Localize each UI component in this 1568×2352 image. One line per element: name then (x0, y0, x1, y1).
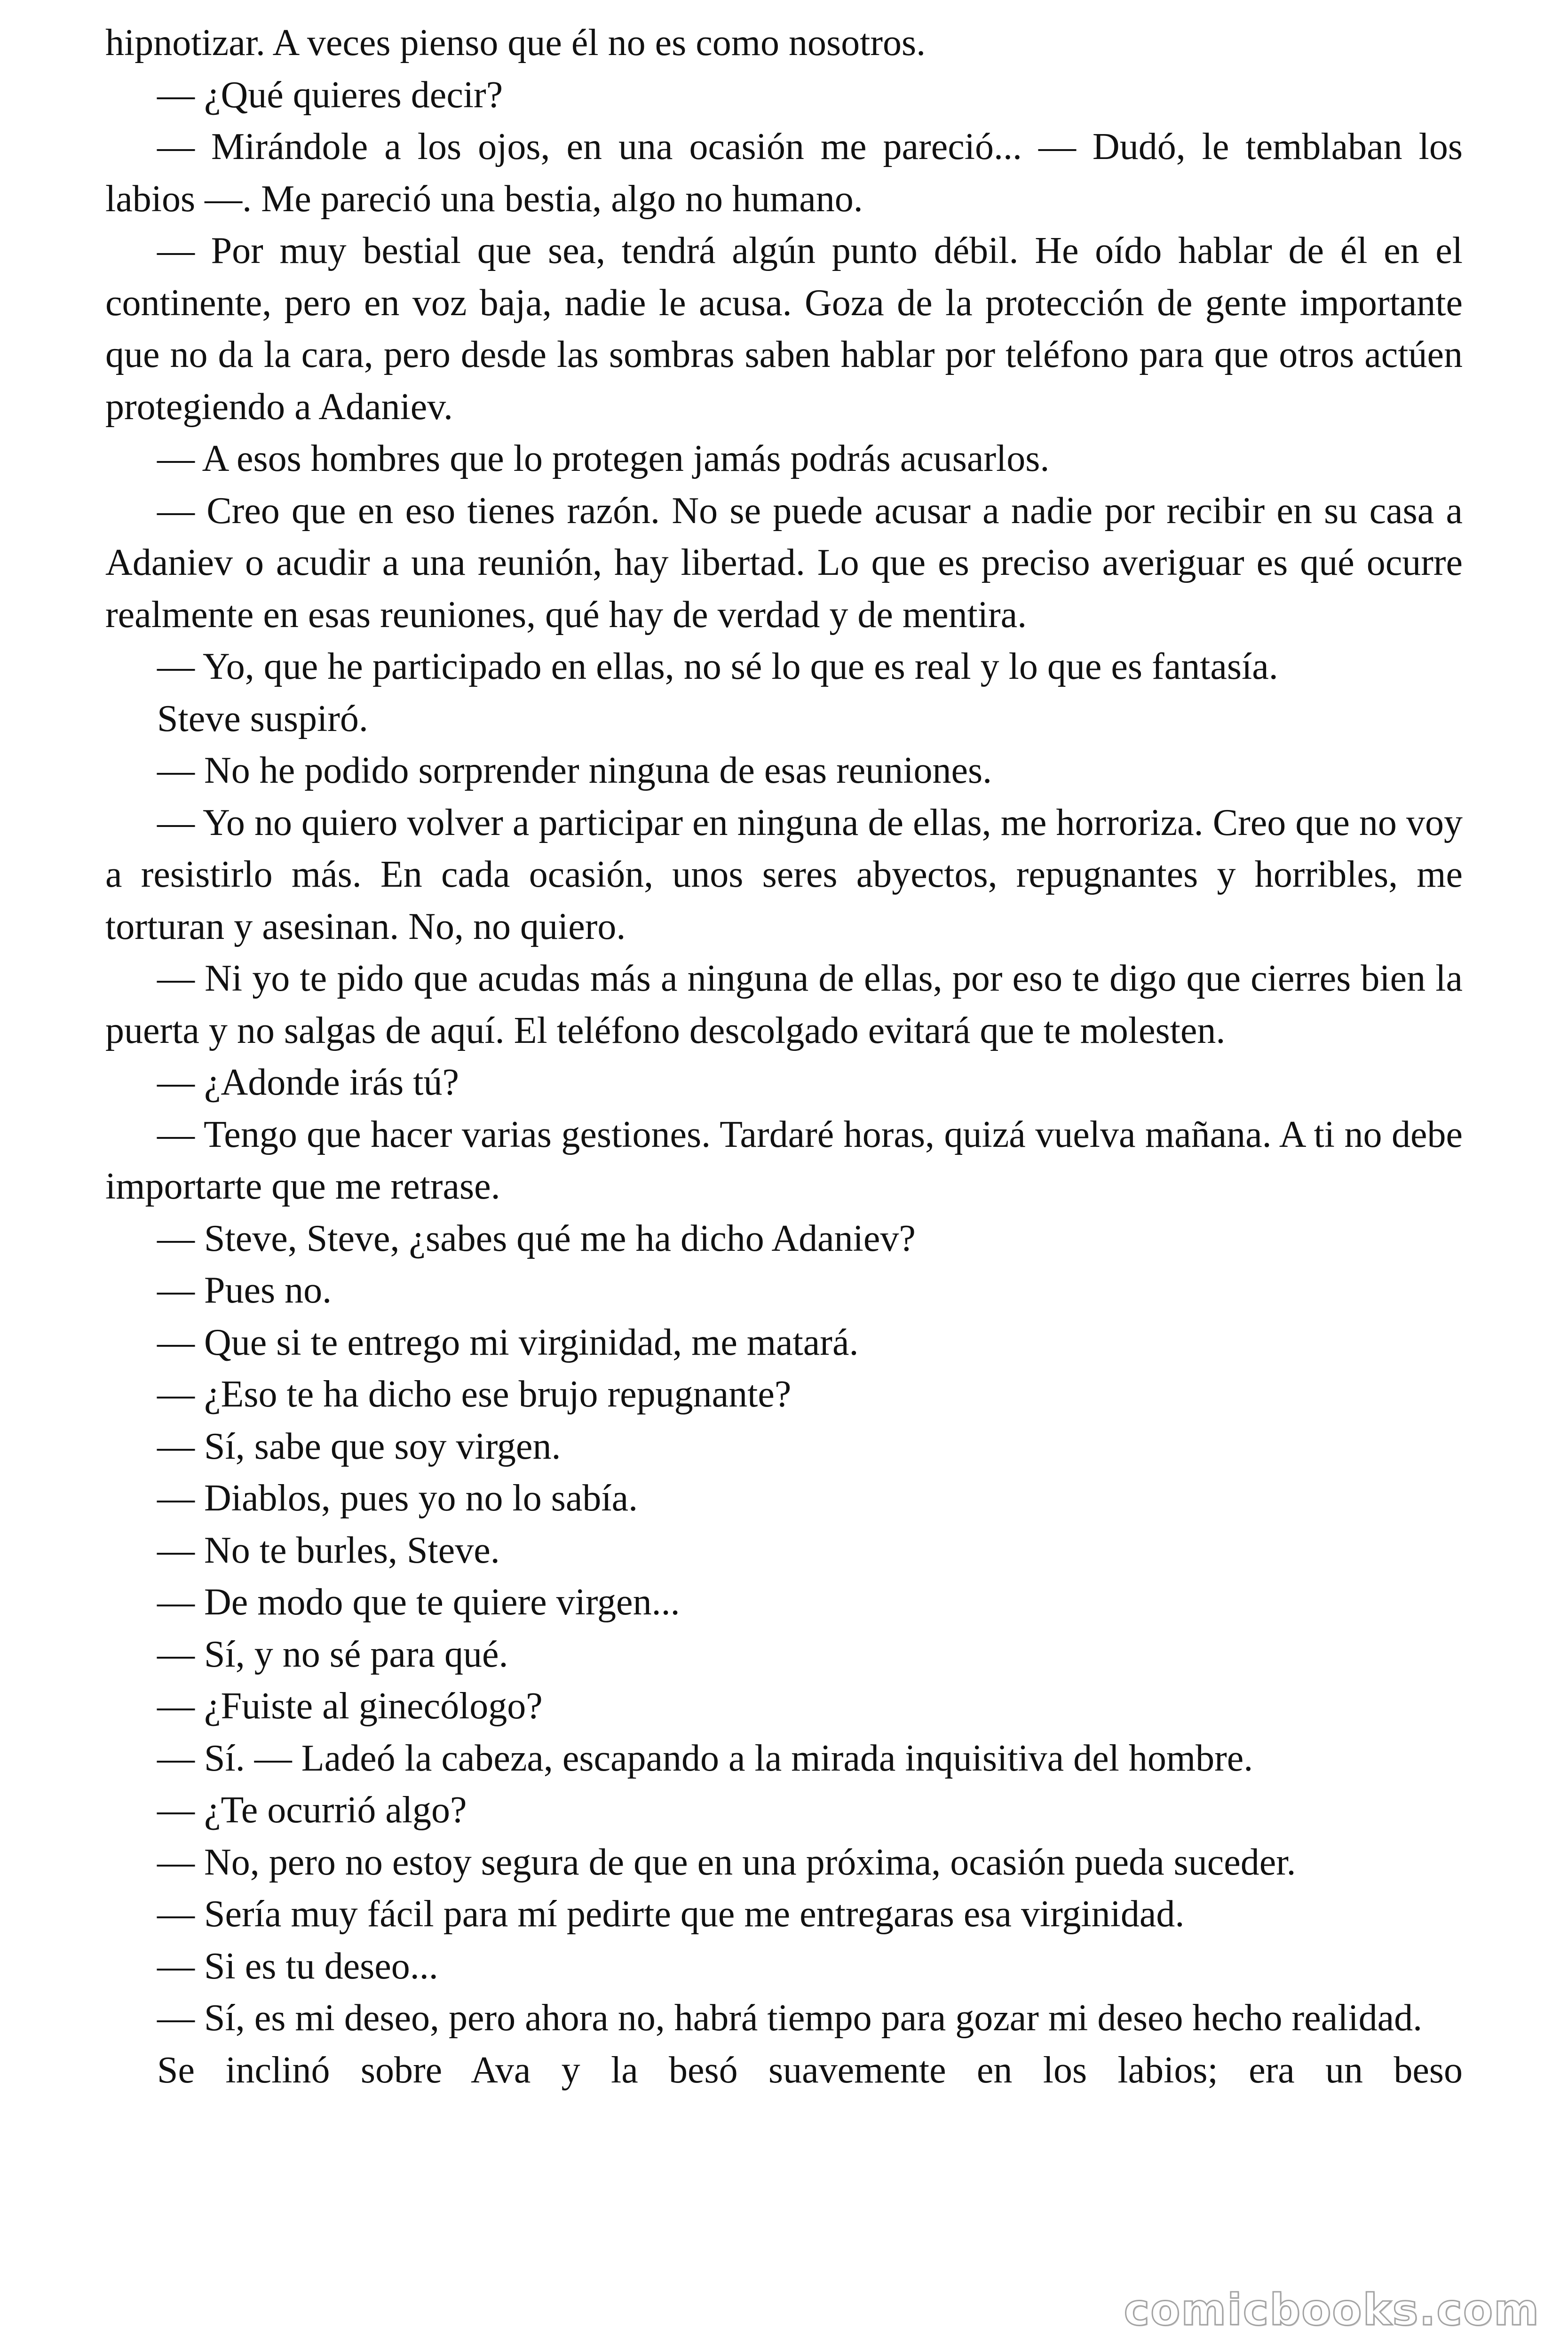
paragraph-10: — Yo no quiero volver a participar en ninguna de ellas, me horroriza. Creo que no voy a resistirlo más. En cada ocasión, unos seres abyectos, repugnantes y horribles, me torturan y asesinan. No, no quiero. (105, 802, 1463, 947)
paragraph-6: — Creo que en eso tienes razón. No se puede acusar a nadie por recibir en su casa a Adaniev o acudir a una reunión, hay libertad. Lo que es preciso averiguar es qué ocurre realmente en esas reuniones, qué hay de verdad y de mentira. (105, 490, 1463, 636)
paragraph-14: — Steve, Steve, ¿sabes qué me ha dicho Adaniev? (157, 1217, 916, 1259)
paragraph-9: — No he podido sorprender ninguna de esas reuniones. (157, 750, 992, 791)
paragraph-8: Steve suspiró. (157, 698, 368, 739)
paragraph-5: — A esos hombres que lo protegen jamás podrás acusarlos. (157, 438, 1050, 479)
paragraph-15: — Pues no. (157, 1270, 332, 1311)
paragraph-20: — No te burles, Steve. (157, 1529, 500, 1571)
paragraph-22: — Sí, y no sé para qué. (157, 1633, 508, 1675)
paragraph-27: — Sería muy fácil para mí pedirte que me entregaras esa virginidad. (157, 1893, 1185, 1935)
paragraph-7: — Yo, que he participado en ellas, no sé lo que es real y lo que es fantasía. (157, 646, 1278, 687)
paragraph-21: — De modo que te quiere virgen... (157, 1581, 680, 1623)
paragraph-23: — ¿Fuiste al ginecólogo? (157, 1685, 543, 1727)
paragraph-4: — Por muy bestial que sea, tendrá algún punto débil. He oído hablar de él en el continente, pero en voz baja, nadie le acusa. Goza de la protección de gente importante que no da la cara, pero desde las sombras saben hablar por teléfono para que otros actúen protegiendo a Adaniev. (105, 230, 1463, 428)
paragraph-16: — Que si te entrego mi virginidad, me matará. (157, 1321, 859, 1363)
paragraph-28: — Si es tu deseo... (157, 1945, 438, 1987)
paragraph-17: — ¿Eso te ha dicho ese brujo repugnante? (157, 1374, 792, 1415)
paragraph-19: — Diablos, pues yo no lo sabía. (157, 1478, 638, 1519)
watermark-logo: comicbooks.com (1124, 2285, 1540, 2335)
book-page (105, 17, 1463, 2096)
paragraph-30: Se inclinó sobre Ava y la besó suavemente en los labios; era un beso (157, 2049, 1463, 2091)
paragraph-13: — Tengo que hacer varias gestiones. Tardaré horas, quizá vuelva mañana. A ti no debe importarte que me retrase. (105, 1113, 1463, 1207)
paragraph-25: — ¿Te ocurrió algo? (157, 1789, 467, 1831)
paragraph-24: — Sí. — Ladeó la cabeza, escapando a la mirada inquisitiva del hombre. (157, 1737, 1253, 1779)
paragraph-12: — ¿Adonde irás tú? (157, 1062, 459, 1103)
paragraph-11: — Ni yo te pido que acudas más a ninguna de ellas, por eso te digo que cierres bien la puerta y no salgas de aquí. El teléfono descolgado evitará que te molesten. (105, 958, 1463, 1051)
paragraph-29: — Sí, es mi deseo, pero ahora no, habrá tiempo para gozar mi deseo hecho realidad. (157, 1997, 1423, 2039)
paragraph-2: — ¿Qué quieres decir? (157, 74, 503, 116)
paragraph-18: — Sí, sabe que soy virgen. (157, 1425, 561, 1467)
paragraph-26: — No, pero no estoy segura de que en una próxima, ocasión pueda suceder. (157, 1841, 1296, 1883)
paragraph-1: hipnotizar. A veces pienso que él no es como nosotros. (105, 22, 926, 64)
paragraph-3: — Mirándole a los ojos, en una ocasión me pareció... — Dudó, le temblaban los labios —. Me pareció una bestia, algo no humano. (105, 126, 1463, 220)
